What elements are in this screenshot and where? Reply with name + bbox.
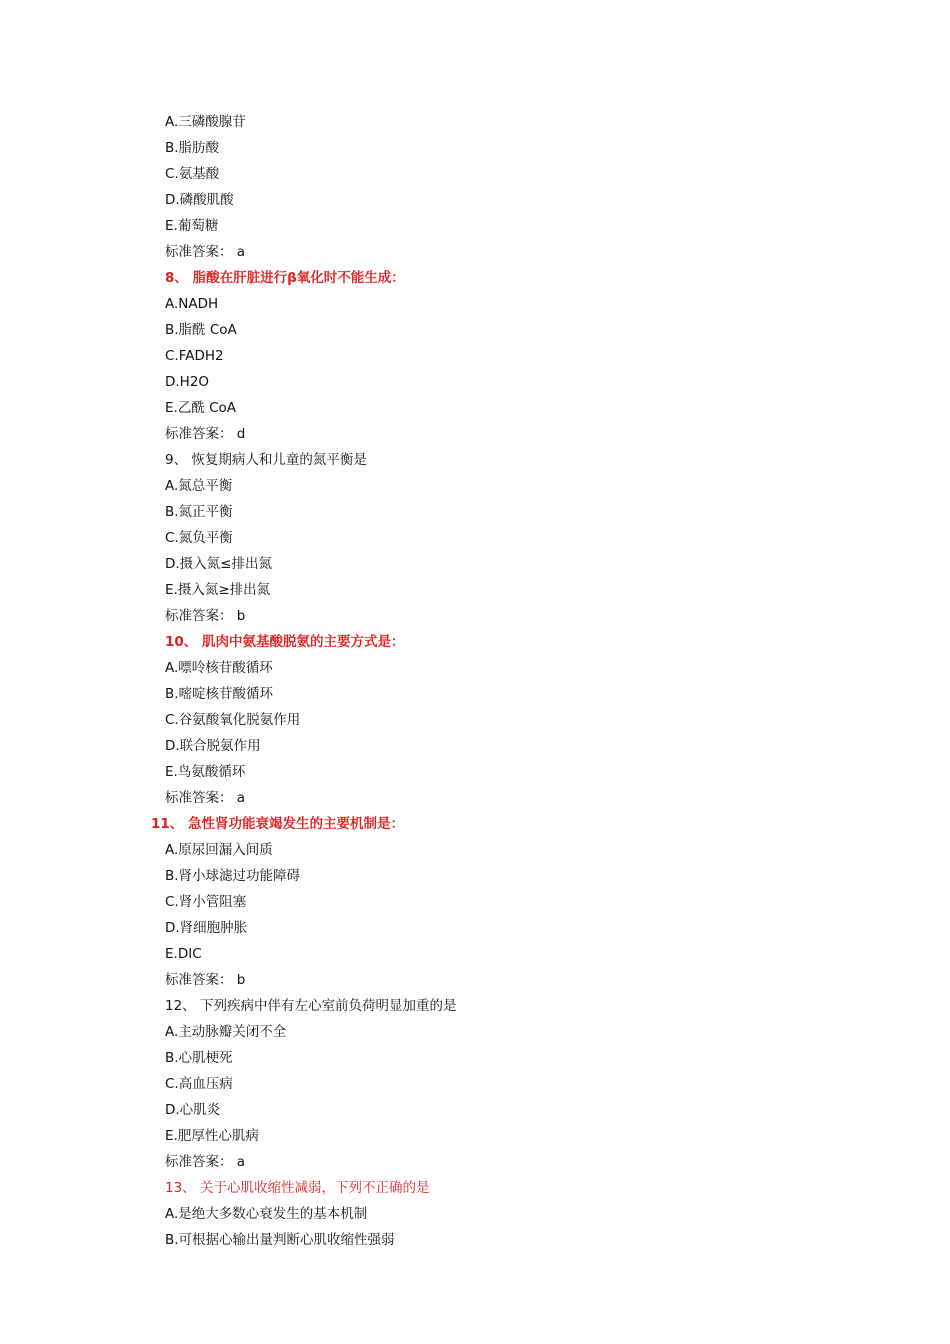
answer-option: B.嘧啶核苷酸循环	[165, 686, 274, 702]
answer-option: C.肾小管阻塞	[165, 894, 247, 910]
answer-option: E.葡萄糖	[165, 218, 219, 234]
answer-option: A.三磷酸腺苷	[165, 114, 246, 130]
answer-option: B.脂肪酸	[165, 140, 220, 156]
answer-option: E.DIC	[165, 946, 202, 962]
answer-option: A.是绝大多数心衰发生的基本机制	[165, 1206, 368, 1222]
answer-option: A.主动脉瓣关闭不全	[165, 1024, 287, 1040]
answer-option: B.脂酰 CoA	[165, 322, 237, 338]
standard-answer: 标准答案： a	[165, 790, 246, 806]
answer-option: C.氨基酸	[165, 166, 220, 182]
standard-answer: 标准答案： b	[165, 972, 246, 988]
question-title: 8、 脂酸在肝脏进行β氧化时不能生成：	[165, 270, 405, 286]
answer-option: D.心肌炎	[165, 1102, 221, 1118]
answer-option: D.H2O	[165, 374, 210, 390]
standard-answer: 标准答案： a	[165, 244, 246, 260]
answer-option: D.肾细胞肿胀	[165, 920, 248, 936]
answer-option: B.心肌梗死	[165, 1050, 233, 1066]
answer-option: A.NADH	[165, 296, 219, 312]
answer-option: C.FADH2	[165, 348, 224, 364]
question-title: 13、 关于心肌收缩性减弱，下列不正确的是	[165, 1180, 430, 1196]
answer-option: B.肾小球滤过功能障碍	[165, 868, 301, 884]
question-title: 11、 急性肾功能衰竭发生的主要机制是：	[151, 816, 404, 832]
answer-option: C.高血压病	[165, 1076, 233, 1092]
answer-option: C.氮负平衡	[165, 530, 233, 546]
answer-option: C.谷氨酸氧化脱氨作用	[165, 712, 301, 728]
standard-answer: 标准答案： b	[165, 608, 246, 624]
answer-option: B.氮正平衡	[165, 504, 233, 520]
question-title: 12、 下列疾病中伴有左心室前负荷明显加重的是	[165, 998, 457, 1014]
answer-option: A.原尿回漏入间质	[165, 842, 273, 858]
answer-option: E.鸟氨酸循环	[165, 764, 246, 780]
answer-option: D.摄入氮≤排出氮	[165, 556, 272, 572]
answer-option: A.氮总平衡	[165, 478, 233, 494]
answer-option: D.联合脱氨作用	[165, 738, 261, 754]
answer-option: E.摄入氮≥排出氮	[165, 582, 271, 598]
standard-answer: 标准答案： a	[165, 1154, 246, 1170]
question-title: 9、 恢复期病人和儿童的氮平衡是	[165, 452, 367, 468]
answer-option: E.乙酰 CoA	[165, 400, 237, 416]
answer-option: E.肥厚性心肌病	[165, 1128, 259, 1144]
standard-answer: 标准答案： d	[165, 426, 246, 442]
answer-option: B.可根据心输出量判断心肌收缩性强弱	[165, 1232, 395, 1248]
answer-option: A.嘌呤核苷酸循环	[165, 660, 273, 676]
question-title: 10、 肌肉中氨基酸脱氨的主要方式是：	[165, 634, 405, 650]
answer-option: D.磷酸肌酸	[165, 192, 234, 208]
